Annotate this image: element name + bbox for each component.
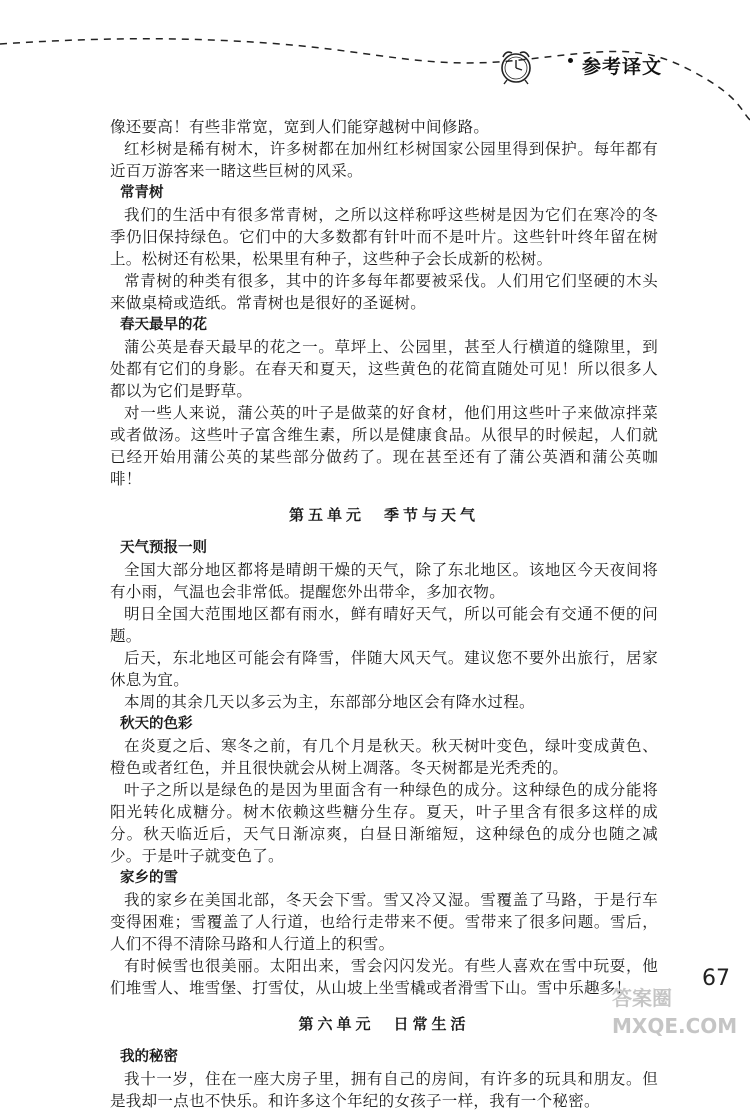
paragraph: 我们的生活中有很多常青树，之所以这样称呼这些树是因为它们在寒冷的冬季仍旧保持绿色。它们中的大多数都有针叶而不是叶片。这些针叶终年留在树上。松树还有松果，松果里有种子，这些种子会长成新的松树。 [110,206,658,268]
section-heading: 家乡的雪 [120,870,178,886]
paragraph: 我的家乡在美国北部，冬天会下雪。雪又冷又湿。雪覆盖了马路，于是行车变得困难；雪覆盖了人行道，也给行走带来不便。雪带来了很多问题。雪后，人们不得不清除马路和人行道上的积雪。 [110,891,658,953]
paragraph: 全国大部分地区都将是晴朗干燥的天气，除了东北地区。该地区今天夜间将有小雨，气温也会非常低。提醒您外出带伞，多加衣物。 [110,561,658,601]
paragraph: 蒲公英是春天最早的花之一。草坪上、公园里，甚至人行横道的缝隙里，到处都有它们的身影。在春天和夏天，这些黄色的花简直随处可见！所以很多人都以为它们是野草。 [110,338,658,400]
paragraph: 明日全国大范围地区都有雨水，鲜有晴好天气，所以可能会有交通不便的问题。 [110,605,658,645]
unit-heading: 第六单元 日常生活 [298,1015,470,1033]
page-number: 67 [702,966,730,991]
paragraph: 像还要高！有些非常宽，宽到人们能穿越树中间修路。 [110,118,490,136]
alarm-clock-icon [494,46,538,86]
paragraph: 对一些人来说，蒲公英的叶子是做菜的好食材，他们用这些叶子来做凉拌菜或者做汤。这些叶子富含维生素，所以是健康食品。从很早的时候起，人们就已经开始用蒲公英的某些部分做药了。现在甚至还有了蒲公英酒和蒲公英咖啡！ [110,404,658,488]
section-heading: 春天最早的花 [120,317,207,333]
section-heading: 天气预报一则 [120,540,207,556]
unit-heading: 第五单元 季节与天气 [288,506,479,524]
paragraph: 在炎夏之后、寒冬之前，有几个月是秋天。秋天树叶变色，绿叶变成黄色、橙色或者红色，并且很快就会从树上凋落。冬天树都是光秃秃的。 [110,737,658,777]
paragraph: 有时候雪也很美丽。太阳出来，雪会闪闪发光。有些人喜欢在雪中玩耍，他们堆雪人、堆雪堡、打雪仗，从山坡上坐雪橇或者滑雪下山。雪中乐趣多！ [110,957,658,997]
section-heading: 我的秘密 [120,1049,178,1065]
watermark-line-1: 答案圈 [612,986,672,1010]
section-heading: 秋天的色彩 [120,716,193,732]
watermark-line-2: MXQE.COM [612,1014,738,1038]
paragraph: 本周的其余几天以多云为主，东部部分地区会有降水过程。 [124,693,535,711]
section-title: 参考译文 [582,56,663,78]
paragraph: 我十一岁，住在一座大房子里，拥有自己的房间，有许多的玩具和朋友。但是我却一点也不快乐。和许多这个年纪的女孩子一样，我有一个秘密。 [110,1070,658,1110]
paragraph: 后天，东北地区可能会有降雪，伴随大风天气。建议您不要外出旅行，居家休息为宜。 [110,649,658,689]
header-bullet [568,58,573,63]
paragraph: 常青树的种类有很多，其中的许多每年都要被采伐。人们用它们坚硬的木头来做桌椅或造纸。常青树也是很好的圣诞树。 [110,272,658,312]
section-heading: 常青树 [120,185,164,201]
watermark [612,984,737,1040]
document-body [110,116,658,1112]
paragraph: 红杉树是稀有树木，许多树都在加州红杉树国家公园里得到保护。每年都有近百万游客来一睹这些巨树的风采。 [110,140,658,180]
paragraph: 叶子之所以是绿色的是因为里面含有一种绿色的成分。这种绿色的成分能将阳光转化成糖分。树木依赖这些糖分生存。夏天，叶子里含有很多这样的成分。秋天临近后，天气日渐凉爽，白昼日渐缩短，这种绿色的成分也随之减少。于是叶子就变色了。 [110,781,658,865]
